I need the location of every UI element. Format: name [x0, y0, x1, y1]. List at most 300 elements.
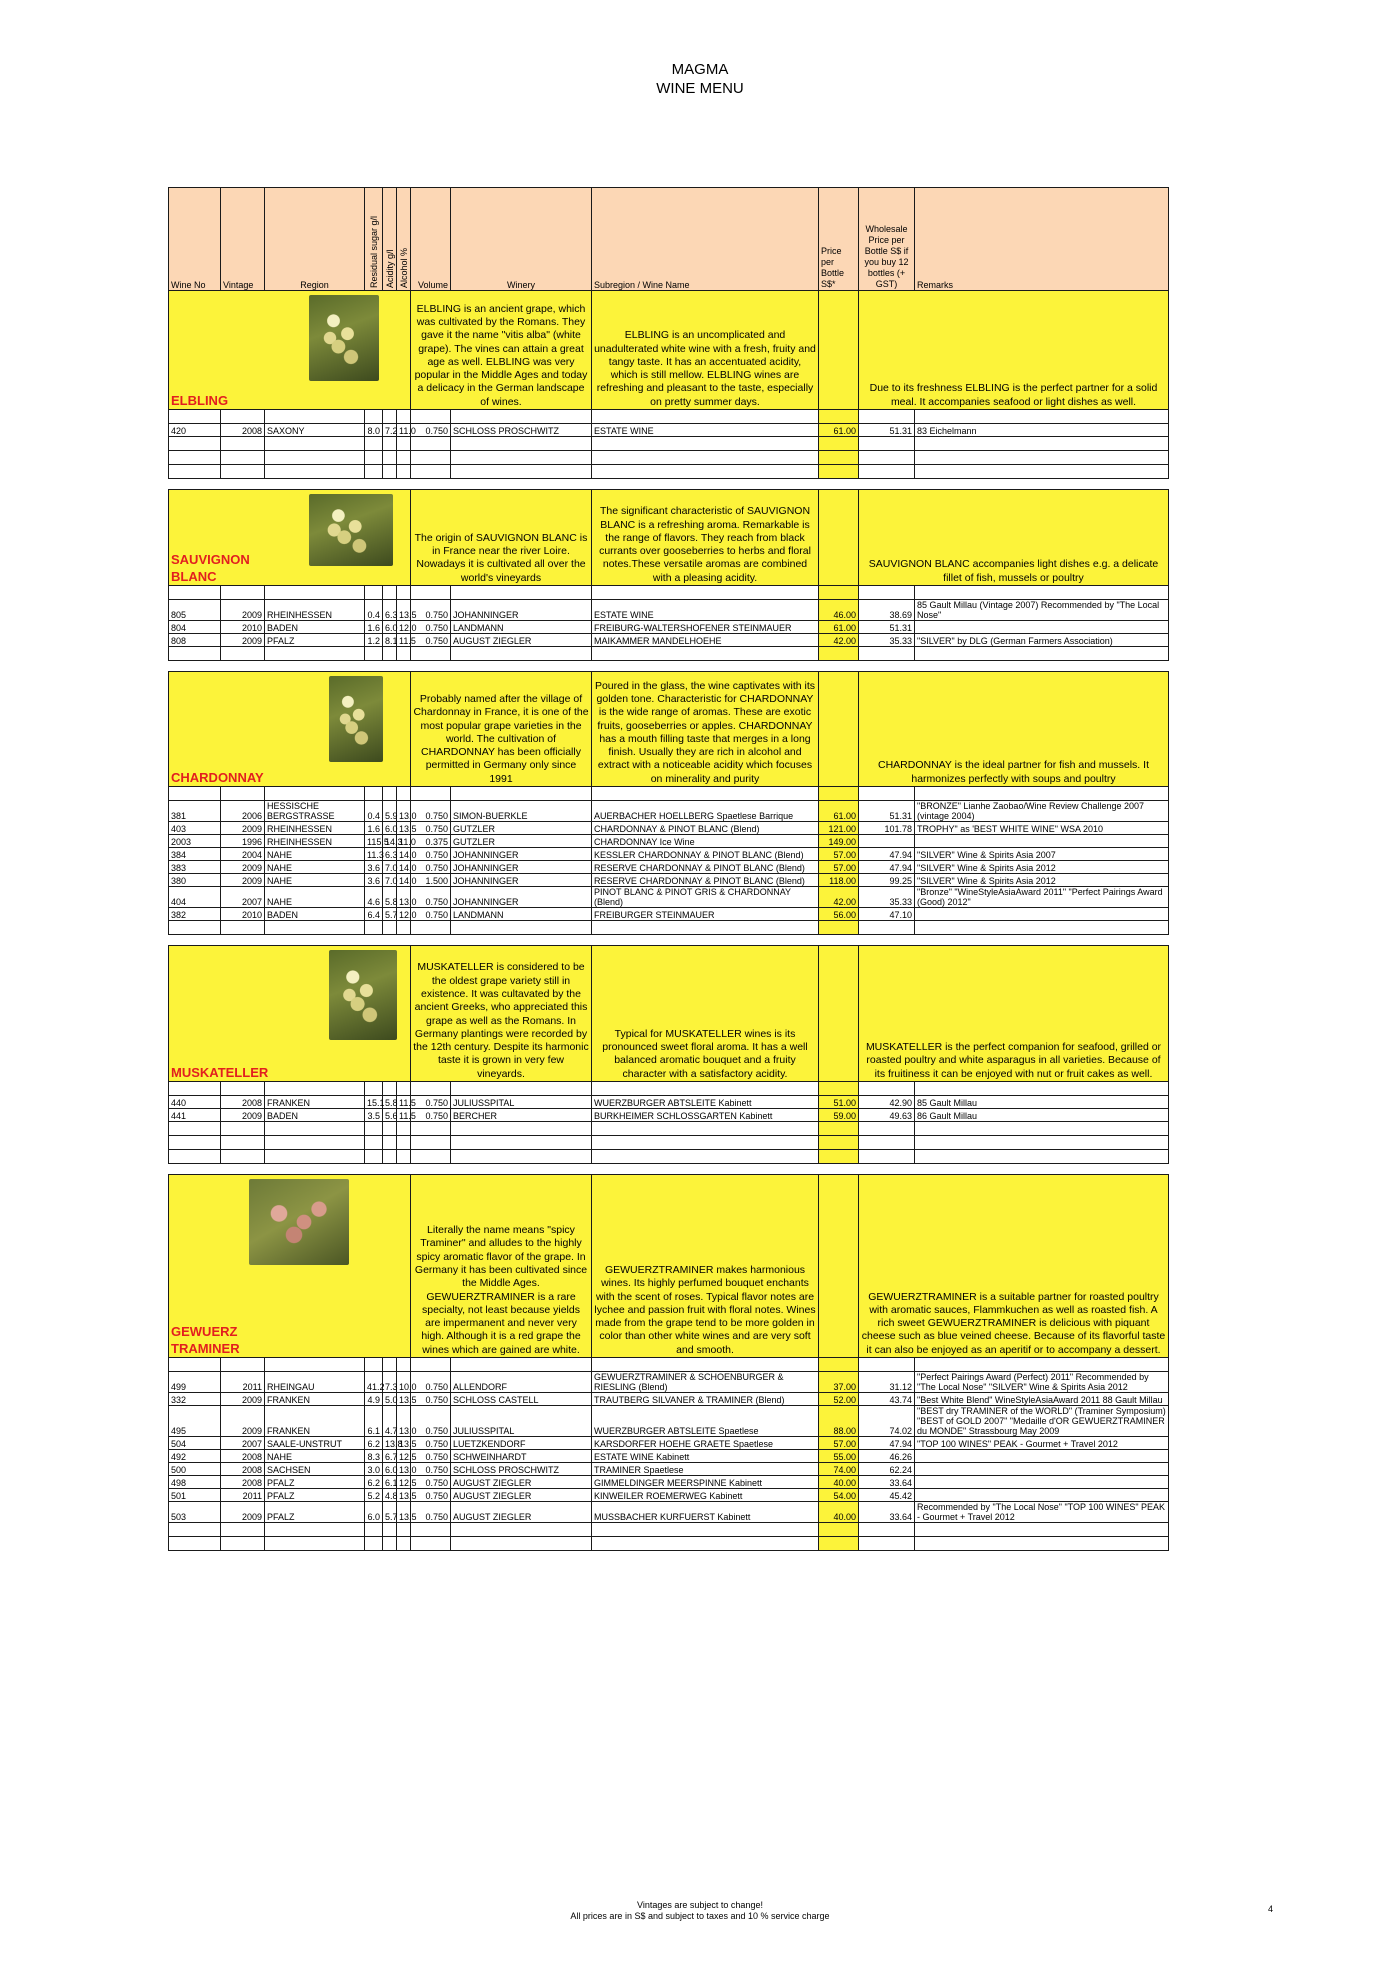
empty-cell [365, 787, 383, 801]
empty-cell [383, 1082, 397, 1096]
empty-cell [411, 921, 451, 935]
wine-region: NAHE [265, 874, 365, 887]
wine-vintage: 2009 [221, 1393, 265, 1406]
wine-residual-sugar: 8.0 [365, 424, 383, 437]
empty-cell [451, 647, 592, 661]
empty-cell [859, 437, 915, 451]
empty-cell [169, 1122, 221, 1136]
wine-winery: JULIUSSPITAL [451, 1096, 592, 1109]
wine-vintage: 2011 [221, 1372, 265, 1393]
wine-wholesale-price: 101.78 [859, 822, 915, 835]
wine-number: 499 [169, 1372, 221, 1393]
wine-acidity: 4.7 [383, 1406, 397, 1437]
wine-alcohol: 12.0 [397, 908, 411, 921]
wine-row [169, 1463, 1169, 1476]
restaurant-name: MAGMA [671, 61, 729, 78]
empty-cell [265, 647, 365, 661]
wine-vintage: 2009 [221, 861, 265, 874]
empty-cell [915, 1150, 1169, 1164]
wine-acidity: 6.1 [383, 1476, 397, 1489]
wine-price: 121.00 [819, 822, 859, 835]
wine-residual-sugar: 6.2 [365, 1476, 383, 1489]
section-gap [169, 479, 1169, 490]
blank-row [169, 647, 1169, 661]
empty-cell [592, 451, 819, 465]
wine-region: BADEN [265, 1109, 365, 1122]
wine-region: NAHE [265, 861, 365, 874]
empty-cell [169, 465, 221, 479]
wine-price: 59.00 [819, 1109, 859, 1122]
wine-alcohol: 14.0 [397, 861, 411, 874]
wine-price: 37.00 [819, 1372, 859, 1393]
grape-origin-description: Probably named after the village of Chardonnay in France, it is one of the most popular grape varieties in the world. The cultivation of CHARDONNAY has been officially permitted in Germany only since 1991 [411, 672, 592, 787]
wine-region: SAALE-UNSTRUT [265, 1437, 365, 1450]
empty-cell [411, 451, 451, 465]
wine-price: 42.00 [819, 887, 859, 908]
wine-acidity: 7.3 [383, 1372, 397, 1393]
wine-vintage: 2009 [221, 1502, 265, 1523]
wine-table-body [169, 291, 1169, 1551]
gap-cell [169, 935, 1169, 946]
wine-price: 57.00 [819, 848, 859, 861]
wine-name: KESSLER CHARDONNAY & PINOT BLANC (Blend) [592, 848, 819, 861]
wine-name: RESERVE CHARDONNAY & PINOT BLANC (Blend) [592, 874, 819, 887]
wine-price: 40.00 [819, 1502, 859, 1523]
wine-number: 808 [169, 634, 221, 647]
grape-name: SAUVIGNON BLANC [171, 552, 250, 584]
wine-residual-sugar: 3.6 [365, 874, 383, 887]
empty-cell [819, 465, 859, 479]
empty-cell [169, 1523, 221, 1537]
wine-residual-sugar: 4.9 [365, 1393, 383, 1406]
food-pairing-description: Due to its freshness ELBLING is the perfect partner for a solid meal. It accompanies seafood or light dishes as well. [859, 291, 1169, 410]
wine-name: AUERBACHER HOELLBERG Spaetlese Barrique [592, 801, 819, 822]
wine-acidity: 4.8 [383, 1489, 397, 1502]
empty-cell [411, 465, 451, 479]
wine-alcohol: 11.5 [397, 634, 411, 647]
wine-remarks: "Perfect Pairings Award (Perfect) 2011" Recommended by "The Local Nose" "SILVER" Wine & Spirits Asia 2012 [915, 1372, 1169, 1393]
empty-cell [221, 1122, 265, 1136]
empty-cell [169, 1082, 221, 1096]
empty-cell [397, 1122, 411, 1136]
wine-vintage: 2008 [221, 1463, 265, 1476]
wine-region: NAHE [265, 848, 365, 861]
wine-wholesale-price: 51.31 [859, 424, 915, 437]
empty-cell [915, 647, 1169, 661]
wine-alcohol: 13.5 [397, 1502, 411, 1523]
wine-number: 440 [169, 1096, 221, 1109]
empty-cell [451, 1122, 592, 1136]
wine-region: PFALZ [265, 1489, 365, 1502]
empty-cell [397, 1537, 411, 1551]
empty-cell [411, 1358, 451, 1372]
wine-volume: 0.750 [411, 861, 451, 874]
grape-section-sauvignon-blanc [169, 490, 1169, 586]
wine-number: 441 [169, 1109, 221, 1122]
empty-cell [451, 1150, 592, 1164]
empty-cell [169, 1537, 221, 1551]
empty-cell [859, 586, 915, 600]
empty-cell [859, 451, 915, 465]
empty-cell [365, 465, 383, 479]
wine-winery: SIMON-BUERKLE [451, 801, 592, 822]
empty-cell [915, 1122, 1169, 1136]
wine-price: 61.00 [819, 424, 859, 437]
empty-cell [451, 921, 592, 935]
wine-acidity: 7.0 [383, 861, 397, 874]
wine-remarks: "BEST dry TRAMINER of the WORLD" (Traminer Symposium) "BEST of GOLD 2007" "Medaille d'OR GEWUERZTRAMINER du MONDE" Strassbourg May 2009 [915, 1406, 1169, 1437]
wine-wholesale-price: 99.25 [859, 874, 915, 887]
empty-cell [859, 465, 915, 479]
wine-winery: JOHANNINGER [451, 848, 592, 861]
wine-acidity: 5.8 [383, 1096, 397, 1109]
empty-cell [592, 586, 819, 600]
empty-cell [397, 787, 411, 801]
wine-volume: 0.750 [411, 1096, 451, 1109]
wine-wholesale-price: 33.64 [859, 1476, 915, 1489]
wine-winery: LANDMANN [451, 908, 592, 921]
food-pairing-description: CHARDONNAY is the ideal partner for fish and mussels. It harmonizes perfectly with soups and poultry [859, 672, 1169, 787]
wine-alcohol: 11.5 [397, 1109, 411, 1122]
empty-cell [451, 1082, 592, 1096]
col-volume: Volume [411, 188, 451, 291]
wine-number: 420 [169, 424, 221, 437]
blank-row [169, 1523, 1169, 1537]
empty-cell [411, 1136, 451, 1150]
wine-row [169, 1372, 1169, 1393]
wine-region: SAXONY [265, 424, 365, 437]
wine-acidity: 5.6 [383, 1109, 397, 1122]
empty-cell [365, 1523, 383, 1537]
section-gap [169, 1164, 1169, 1175]
empty-cell [397, 1523, 411, 1537]
wine-winery: AUGUST ZIEGLER [451, 1489, 592, 1502]
wine-volume: 0.750 [411, 600, 451, 621]
wine-remarks: "SILVER" by DLG (German Farmers Association) [915, 634, 1169, 647]
empty-cell [411, 1082, 451, 1096]
wine-acidity: 13.8 [383, 1437, 397, 1450]
wine-table [168, 187, 1169, 1551]
wine-vintage: 2007 [221, 887, 265, 908]
blank-row [169, 1537, 1169, 1551]
wine-winery: SCHLOSS PROSCHWITZ [451, 1463, 592, 1476]
empty-cell [859, 787, 915, 801]
empty-cell [265, 1358, 365, 1372]
wine-row [169, 887, 1169, 908]
wine-volume: 0.750 [411, 1502, 451, 1523]
footer-vintage-note: Vintages are subject to change! [637, 1900, 763, 1910]
empty-cell [265, 1082, 365, 1096]
wine-row [169, 634, 1169, 647]
empty-cell [411, 410, 451, 424]
price-spacer [819, 291, 859, 410]
wine-name: PINOT BLANC & PINOT GRIS & CHARDONNAY (Blend) [592, 887, 819, 908]
wine-wholesale-price: 51.31 [859, 621, 915, 634]
empty-cell [819, 451, 859, 465]
wine-vintage: 2007 [221, 1437, 265, 1450]
empty-cell [859, 1150, 915, 1164]
grape-photo [309, 295, 379, 381]
wine-winery: JOHANNINGER [451, 600, 592, 621]
empty-cell [592, 465, 819, 479]
empty-cell [451, 787, 592, 801]
wine-region: RHEINGAU [265, 1372, 365, 1393]
empty-cell [411, 1150, 451, 1164]
empty-cell [451, 1523, 592, 1537]
wine-price: 149.00 [819, 835, 859, 848]
wine-vintage: 2009 [221, 600, 265, 621]
wine-winery: LUETZKENDORF [451, 1437, 592, 1450]
wine-vintage: 2009 [221, 1406, 265, 1437]
gap-cell [169, 661, 1169, 672]
grape-name: ELBLING [171, 393, 229, 408]
empty-cell [397, 410, 411, 424]
grape-section-gewuerz-traminer [169, 1175, 1169, 1358]
col-vintage: Vintage [221, 188, 265, 291]
blank-row [169, 787, 1169, 801]
wine-residual-sugar: 4.6 [365, 887, 383, 908]
wine-name: WUERZBURGER ABTSLEITE Spaetlese [592, 1406, 819, 1437]
wine-alcohol: 12.5 [397, 1476, 411, 1489]
empty-cell [859, 1136, 915, 1150]
empty-cell [859, 1523, 915, 1537]
grape-section-cell [169, 946, 411, 1082]
wine-alcohol: 13.5 [397, 600, 411, 621]
empty-cell [915, 1523, 1169, 1537]
wine-number: 403 [169, 822, 221, 835]
grape-name: MUSKATELLER [171, 1065, 269, 1080]
empty-cell [411, 1523, 451, 1537]
blank-row [169, 451, 1169, 465]
wine-price: 57.00 [819, 1437, 859, 1450]
wine-wholesale-price: 47.94 [859, 848, 915, 861]
empty-cell [397, 465, 411, 479]
empty-cell [169, 787, 221, 801]
empty-cell [169, 437, 221, 451]
wine-alcohol: 13.5 [397, 1489, 411, 1502]
wine-row [169, 1109, 1169, 1122]
empty-cell [383, 1523, 397, 1537]
wine-volume: 0.750 [411, 801, 451, 822]
wine-vintage: 1996 [221, 835, 265, 848]
wine-region: FRANKEN [265, 1393, 365, 1406]
wine-winery: JULIUSSPITAL [451, 1406, 592, 1437]
empty-cell [819, 1150, 859, 1164]
grape-photo [249, 1179, 349, 1265]
wine-residual-sugar: 6.2 [365, 1437, 383, 1450]
wine-residual-sugar: 5.2 [365, 1489, 383, 1502]
empty-cell [915, 1082, 1169, 1096]
wine-row [169, 908, 1169, 921]
grape-taste-description: ELBLING is an uncomplicated and unadulterated white wine with a fresh, fruity and tangy taste. It has an accentuated acidity, which is still mellow. ELBLING wines are refreshing and pleasant to the taste, especially on pretty summer days. [592, 291, 819, 410]
wine-row [169, 1406, 1169, 1437]
price-spacer [819, 672, 859, 787]
empty-cell [819, 1358, 859, 1372]
wine-price: 118.00 [819, 874, 859, 887]
wine-remarks: 85 Gault Millau [915, 1096, 1169, 1109]
wine-region: PFALZ [265, 1502, 365, 1523]
wine-region: NAHE [265, 1450, 365, 1463]
empty-cell [365, 1537, 383, 1551]
wine-name: TRAUTBERG SILVANER & TRAMINER (Blend) [592, 1393, 819, 1406]
wine-remarks: Recommended by "The Local Nose" "TOP 100 WINES" PEAK - Gourmet + Travel 2012 [915, 1502, 1169, 1523]
wine-vintage: 2008 [221, 1476, 265, 1489]
empty-cell [365, 1150, 383, 1164]
empty-cell [592, 787, 819, 801]
empty-cell [265, 1150, 365, 1164]
wine-number: 492 [169, 1450, 221, 1463]
wine-residual-sugar: 6.0 [365, 1502, 383, 1523]
wine-vintage: 2010 [221, 621, 265, 634]
wine-wholesale-price: 62.24 [859, 1463, 915, 1476]
blank-row [169, 586, 1169, 600]
wine-number: 503 [169, 1502, 221, 1523]
wine-name: BURKHEIMER SCHLOSSGARTEN Kabinett [592, 1109, 819, 1122]
wine-row [169, 1502, 1169, 1523]
empty-cell [819, 437, 859, 451]
wine-price: 61.00 [819, 621, 859, 634]
wine-alcohol: 12.5 [397, 1450, 411, 1463]
wine-number: 384 [169, 848, 221, 861]
wine-wholesale-price: 74.02 [859, 1406, 915, 1437]
wine-volume: 0.750 [411, 1406, 451, 1437]
empty-cell [265, 921, 365, 935]
wine-region: BADEN [265, 908, 365, 921]
wine-winery: AUGUST ZIEGLER [451, 1476, 592, 1489]
empty-cell [221, 586, 265, 600]
wine-name: MAIKAMMER MANDELHOEHE [592, 634, 819, 647]
empty-cell [365, 437, 383, 451]
wine-region: FRANKEN [265, 1096, 365, 1109]
wine-vintage: 2008 [221, 424, 265, 437]
wine-volume: 0.750 [411, 1450, 451, 1463]
grape-taste-description: Poured in the glass, the wine captivates with its golden tone. Characteristic for CHARDONNAY is the wide range of aromas. These are exotic fruits, gooseberries or apples. CHARDONNAY has a mouth filling taste that merges in a long finish. Usually they are rich in alcohol and extract with a noticeable acidity which focuses on minerality and purity [592, 672, 819, 787]
wine-name: ESTATE WINE Kabinett [592, 1450, 819, 1463]
empty-cell [221, 1082, 265, 1096]
wine-volume: 0.750 [411, 1476, 451, 1489]
wine-row [169, 1437, 1169, 1450]
wine-winery: GUTZLER [451, 835, 592, 848]
empty-cell [819, 1523, 859, 1537]
empty-cell [397, 586, 411, 600]
empty-cell [383, 787, 397, 801]
wine-name: CHARDONNAY & PINOT BLANC (Blend) [592, 822, 819, 835]
wine-row [169, 822, 1169, 835]
empty-cell [859, 1358, 915, 1372]
wine-residual-sugar: 1.6 [365, 621, 383, 634]
wine-acidity: 5.0 [383, 1393, 397, 1406]
empty-cell [265, 586, 365, 600]
empty-cell [221, 1523, 265, 1537]
wine-volume: 0.750 [411, 1393, 451, 1406]
empty-cell [265, 1537, 365, 1551]
wine-residual-sugar: 1.2 [365, 634, 383, 647]
wine-number: 380 [169, 874, 221, 887]
wine-price: 57.00 [819, 861, 859, 874]
empty-cell [915, 465, 1169, 479]
empty-cell [592, 1082, 819, 1096]
empty-cell [451, 1358, 592, 1372]
wine-region: PFALZ [265, 634, 365, 647]
empty-cell [169, 1358, 221, 1372]
empty-cell [365, 1082, 383, 1096]
wine-name: ESTATE WINE [592, 424, 819, 437]
wine-vintage: 2004 [221, 848, 265, 861]
wine-price: 52.00 [819, 1393, 859, 1406]
wine-volume: 0.750 [411, 1489, 451, 1502]
empty-cell [383, 451, 397, 465]
wine-volume: 0.750 [411, 1372, 451, 1393]
col-winery: Winery [451, 188, 592, 291]
wine-remarks: "BRONZE" Lianhe Zaobao/Wine Review Challenge 2007 (vintage 2004) [915, 801, 1169, 822]
gap-cell [169, 1164, 1169, 1175]
empty-cell [819, 1136, 859, 1150]
wine-winery: JOHANNINGER [451, 874, 592, 887]
empty-cell [221, 451, 265, 465]
empty-cell [411, 787, 451, 801]
wine-vintage: 2009 [221, 1109, 265, 1122]
col-acidity: Acidity g/l [383, 188, 397, 291]
empty-cell [169, 1136, 221, 1150]
empty-cell [221, 437, 265, 451]
wine-remarks [915, 1476, 1169, 1489]
wine-row [169, 600, 1169, 621]
empty-cell [383, 1358, 397, 1372]
wine-price: 46.00 [819, 600, 859, 621]
wine-name: MUSSBACHER KURFUERST Kabinett [592, 1502, 819, 1523]
empty-cell [397, 437, 411, 451]
wine-row [169, 861, 1169, 874]
wine-vintage: 2009 [221, 822, 265, 835]
empty-cell [383, 647, 397, 661]
menu-subtitle: WINE MENU [656, 80, 744, 97]
blank-row [169, 1358, 1169, 1372]
wine-remarks [915, 1450, 1169, 1463]
grape-origin-description: ELBLING is an ancient grape, which was cultivated by the Romans. They gave it the name "vitis alba" (white grape). The vines can attain a great age as well. ELBLING was very popular in the Middle Ages and today a delicacy in the German landscape of wines. [411, 291, 592, 410]
wine-alcohol: 13.0 [397, 1406, 411, 1437]
wine-row [169, 621, 1169, 634]
wine-residual-sugar: 3.5 [365, 1109, 383, 1122]
wine-wholesale-price [859, 835, 915, 848]
empty-cell [915, 586, 1169, 600]
grape-section-muskateller [169, 946, 1169, 1082]
grape-photo [329, 950, 397, 1040]
blank-row [169, 921, 1169, 935]
blank-row [169, 1082, 1169, 1096]
wine-acidity: 6.3 [383, 600, 397, 621]
wine-alcohol: 11.5 [397, 1096, 411, 1109]
wine-row [169, 1096, 1169, 1109]
wine-number: 381 [169, 801, 221, 822]
grape-section-elbling [169, 291, 1169, 410]
empty-cell [592, 437, 819, 451]
grape-taste-description: The significant characteristic of SAUVIGNON BLANC is a refreshing aroma. Remarkable is the range of flavors. They reach from black currants over gooseberries to herbs and floral notes.These versatile aromas are combined with a pleasing acidity. [592, 490, 819, 586]
empty-cell [592, 1150, 819, 1164]
wine-vintage: 2006 [221, 801, 265, 822]
wine-name: KINWEILER ROEMERWEG Kabinett [592, 1489, 819, 1502]
wine-name: GIMMELDINGER MEERSPINNE Kabinett [592, 1476, 819, 1489]
grape-section-cell [169, 291, 411, 410]
grape-origin-description: MUSKATELLER is considered to be the oldest grape variety still in existence. It was cultavated by the ancient Greeks, who appreciated this grape as well as the Romans. In Germany plantings were recorded by the 12th century. Despite its harmonic taste it is grown in very few vineyards. [411, 946, 592, 1082]
empty-cell [451, 451, 592, 465]
wine-acidity: 7.2 [383, 424, 397, 437]
wine-volume: 0.750 [411, 822, 451, 835]
price-spacer [819, 1175, 859, 1358]
empty-cell [221, 787, 265, 801]
wine-wholesale-price: 33.64 [859, 1502, 915, 1523]
wine-vintage: 2009 [221, 874, 265, 887]
empty-cell [221, 647, 265, 661]
